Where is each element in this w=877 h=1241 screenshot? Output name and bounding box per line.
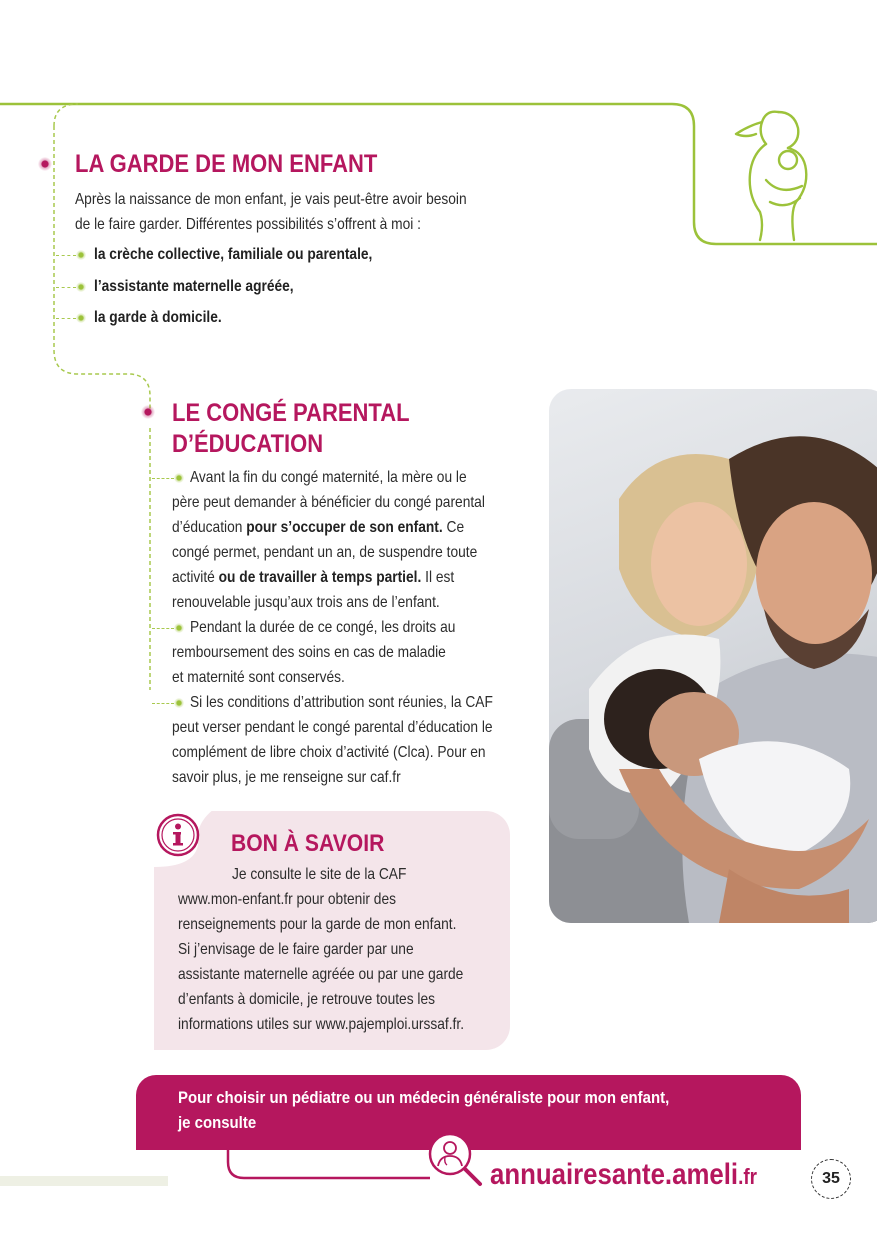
p1-line2: père peut demander à bénéficier du congé parental: [172, 494, 485, 511]
info-line: Si j’envisage de le faire garder par une: [178, 941, 414, 958]
bullet-connector: [152, 628, 174, 629]
bullet-dot: [174, 473, 184, 483]
p1-line5-text: activité: [172, 569, 219, 586]
p1-line3-bold: pour s’occuper de son enfant.: [246, 519, 443, 536]
bullet-dot: [174, 698, 184, 708]
list-item: l’assistante maternelle agréée,: [94, 278, 294, 295]
p1-line5: [172, 565, 454, 590]
p2-line2: remboursement des soins en cas de maladie: [172, 644, 446, 661]
section2-title-line2: D’ÉDUCATION: [172, 430, 324, 458]
family-photo: [549, 389, 877, 923]
banner-text-line2: je consulte: [178, 1113, 257, 1132]
p1-line1: Avant la fin du congé maternité, la mère ou le: [190, 469, 467, 486]
bullet-connector: [56, 318, 76, 319]
info-line: renseignements pour la garde de mon enfant.: [178, 916, 457, 933]
info-line: d’enfants à domicile, je retrouve toutes les: [178, 991, 435, 1008]
p3-line1: Si les conditions d’attribution sont réunies, la CAF: [190, 694, 493, 711]
banner-text-line1: Pour choisir un pédiatre ou un médecin généraliste pour mon enfant,: [178, 1088, 670, 1107]
info-icon: [154, 805, 220, 867]
annuaire-link-tld: .fr: [738, 1164, 758, 1189]
p3-line3: complément de libre choix d’activité (Clca). Pour en: [172, 744, 486, 761]
bullet-dot: [174, 623, 184, 633]
p1-line3-text: d’éducation: [172, 519, 247, 536]
bullet-connector: [152, 703, 174, 704]
p3-line4: savoir plus, je me renseigne sur caf.fr: [172, 769, 401, 786]
doctor-search-icon: [424, 1128, 486, 1190]
bullet-connector: [56, 287, 76, 288]
annuaire-link-main: annuairesante.ameli: [490, 1158, 739, 1191]
info-line: informations utiles sur www.pajemploi.urssaf.fr.: [178, 1016, 465, 1033]
bullet-dot: [76, 313, 86, 323]
footer-bar: [0, 1176, 168, 1186]
info-line: www.mon-enfant.fr pour obtenir des: [178, 891, 396, 908]
section-marker-dot: [141, 405, 155, 419]
page-number-badge: [811, 1159, 851, 1199]
p1-line5-end: Il est: [421, 569, 455, 586]
section1-intro-line1: Après la naissance de mon enfant, je vais peut-être avoir besoin: [75, 191, 467, 208]
p3-line2: peut verser pendant le congé parental d’éducation le: [172, 719, 493, 736]
mother-baby-icon: [730, 104, 820, 244]
info-line: assistante maternelle agréée ou par une garde: [178, 966, 464, 983]
section2-title-line1: LE CONGÉ PARENTAL: [172, 399, 410, 427]
list-item: la garde à domicile.: [94, 309, 222, 326]
bullet-dot: [76, 250, 86, 260]
bullet-connector: [56, 255, 76, 256]
section-marker-dot: [38, 157, 52, 171]
family-photo-illustration: [549, 389, 877, 923]
annuaire-link[interactable]: [490, 1157, 757, 1195]
section1-intro-line2: de le faire garder. Différentes possibilités s’offrent à moi :: [75, 216, 421, 233]
list-item: la crèche collective, familiale ou parentale,: [94, 246, 373, 263]
page-number: 35: [822, 1170, 840, 1187]
p2-line3: et maternité sont conservés.: [172, 669, 345, 686]
section1-title: LA GARDE DE MON ENFANT: [75, 150, 378, 178]
p1-line6: renouvelable jusqu’aux trois ans de l’enfant.: [172, 594, 440, 611]
p1-line3: [172, 515, 464, 540]
p2-line1: Pendant la durée de ce congé, les droits au: [190, 619, 456, 636]
p1-line3-end: Ce: [442, 519, 465, 536]
info-line: Je consulte le site de la CAF: [232, 866, 407, 883]
bullet-dot: [76, 282, 86, 292]
info-title: BON À SAVOIR: [231, 830, 385, 857]
p1-line4: congé permet, pendant un an, de suspendre toute: [172, 544, 478, 561]
bullet-connector: [152, 478, 174, 479]
p1-line5-bold: ou de travailler à temps partiel.: [218, 569, 422, 586]
